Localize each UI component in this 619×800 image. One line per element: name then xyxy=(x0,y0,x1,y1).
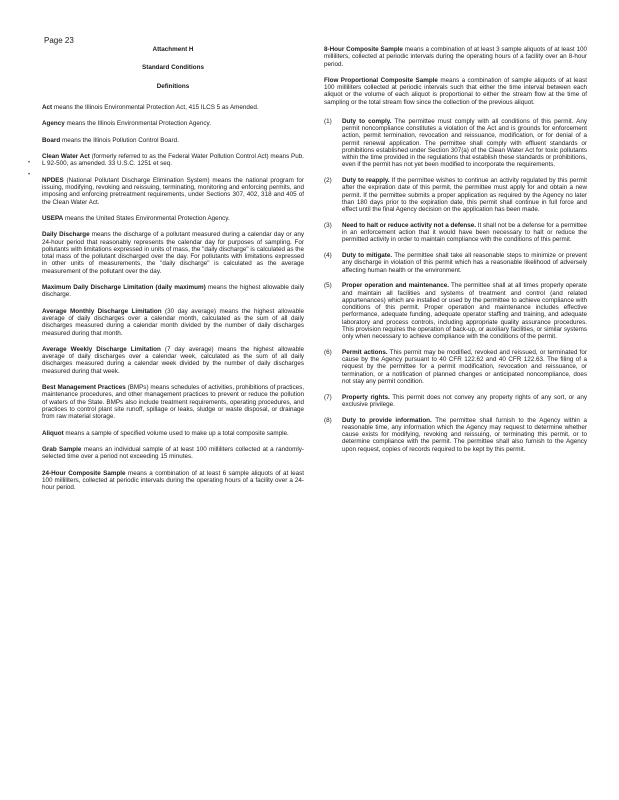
condition-number: (6) xyxy=(324,348,332,356)
scan-mark: • xyxy=(28,160,31,166)
condition-title: Duty to reapply. xyxy=(342,177,390,185)
condition-text: The permittee must comply with all conditions of this permit. Any permit noncompliance constitutes a violation of the Act and is grounds for enforcement action, permit termination, revocation and reissuance, modification, or for denial of a permit renewal application. The permittee shall comply with effluent standards or prohibitions established under Section 307(a) of the Clean Water Act for toxic pollutants within the time provided in the regulations that establish these standards or prohibitions, even if the permit has not yet been modified to incorporate the requirements. xyxy=(342,117,587,169)
definition-text: means the highest allowable daily discharge. xyxy=(42,284,304,299)
definition-item xyxy=(324,46,587,68)
condition-number: (3) xyxy=(324,221,332,229)
definition-text: (BMPs) means schedules of activities, prohibitions of practices, maintenance procedures, and other management practices to prevent or reduce the pollution of waters of the State. BMPs also include treatment requirements, operating procedures, and practices to control plant site runoff, spillage or leaks, sludge or waste disposal, or drainage from raw material storage. xyxy=(42,384,304,421)
definition-item xyxy=(42,231,304,275)
definition-term: Board xyxy=(42,136,61,144)
condition-title: Duty to comply. xyxy=(342,117,392,125)
definition-term: Act xyxy=(42,103,53,111)
definition-term: Average Weekly Discharge Limitation xyxy=(42,345,161,353)
definition-term: Daily Discharge xyxy=(42,231,90,239)
definition-text: means an individual sample of at least 100 milliliters collected at a randomly-selected time over a period not exceeding 15 minutes. xyxy=(42,446,304,461)
definition-term: Flow Proportional Composite Sample xyxy=(324,76,438,84)
condition-item xyxy=(324,252,587,274)
definition-text: (formerly referred to as the Federal Water Pollution Control Act) means Pub. L 92-500, as amended. 33 U.S.C. 1251 et seq. xyxy=(42,153,304,168)
definition-item xyxy=(42,137,304,144)
definition-item xyxy=(42,177,304,206)
definition-term: Grab Sample xyxy=(42,446,82,453)
definition-item xyxy=(42,153,304,168)
condition-text: The permittee shall take all reasonable steps to minimize or prevent any discharge in violation of this permit which has a reasonable likelihood of adversely affecting human health or the environment. xyxy=(342,252,587,274)
definition-text: means a combination of sample aliquots of at least 100 milliliters collected at periodic intervals such that either the time interval between each aliquot or the volume of each aliquot is proportional to either the stream flow at the time of sampling or the total stream flow since the collection of the previous aliquot. xyxy=(324,76,587,106)
definition-text: (7 day average) means the highest allowable average of daily discharges over a calendar week, calculated as the sum of all daily discharges measured during a calendar week divided by the number of daily discharges measured during that week. xyxy=(42,345,304,375)
definition-text: (National Pollutant Discharge Elimination System) means the national program for issuing, modifying, revoking and reissuing, terminating, monitoring and enforcing permits, and imposing and enforcing pretreatment requirements, under Sections 307, 402, 318 and 405 of the Clean Water Act. xyxy=(42,176,304,206)
definition-item xyxy=(42,120,304,127)
attachment-title: Attachment H xyxy=(152,46,194,53)
condition-item xyxy=(324,177,587,213)
scan-mark: • xyxy=(28,172,31,178)
definitions-list xyxy=(42,104,304,492)
condition-title: Duty to mitigate. xyxy=(342,252,393,260)
condition-title: Need to halt or reduce activity not a defense. xyxy=(342,221,477,229)
definition-text: (30 day average) means the highest allowable average of daily discharges over a calendar month, calculated as the sum of all daily discharges measured during a calendar month divided by the number of daily discharges measured during that month. xyxy=(42,307,304,337)
definition-item xyxy=(42,346,304,375)
definition-term: Maximum Daily Discharge Limitation (daily maximum) xyxy=(42,284,206,292)
definition-text: means a combination of at least 3 sample aliquots of at least 100 milliliters, collected at periodic intervals during the operating hours of a facility over an 8-hour period. xyxy=(324,46,587,68)
condition-text: This permit does not convey any property rights of any sort, or any exclusive privilege. xyxy=(342,393,588,408)
condition-title: Proper operation and maintenance. xyxy=(342,282,449,290)
definition-item xyxy=(42,215,304,222)
definition-text: means a sample of specified volume used to make up a total composite sample. xyxy=(63,429,289,437)
condition-number: (2) xyxy=(324,177,332,185)
definition-text: means the Illinois Environmental Protection Act, 415 ILCS 5 as Amended. xyxy=(52,103,259,111)
attachment-subtitle: Standard Conditions xyxy=(142,64,204,72)
condition-item xyxy=(324,222,587,244)
condition-title: Duty to provide information. xyxy=(342,416,432,424)
condition-item xyxy=(324,394,587,409)
condition-number: (4) xyxy=(324,252,332,260)
condition-text: If the permittee wishes to continue an activity regulated by this permit after the expiration date of this permit, the permittee must apply for and obtain a new permit. If the permittee submits a proper application as required by the Agency no later than 180 days prior to the expiration date, this permit shall continue in full force and effect until the final Agency decision on the application has been made. xyxy=(342,177,587,214)
definition-text: means the United States Environmental Protection Agency. xyxy=(63,214,230,222)
definition-term: Clean Water Act xyxy=(42,153,90,161)
definition-item xyxy=(42,104,304,111)
definition-term: 8-Hour Composite Sample xyxy=(324,46,403,53)
definitions-heading: Definitions xyxy=(156,82,190,90)
definition-item xyxy=(42,308,304,337)
definition-term: Best Management Practices xyxy=(42,384,126,392)
condition-item xyxy=(324,282,587,340)
condition-text: It shall not be a defense for a permittee in an enforcement action that it would have been necessary to halt or reduce the permitted activity in order to maintain compliance with the conditions of this permit. xyxy=(342,221,587,244)
definition-text: means a combination of at least 6 sample aliquots of at least 100 milliliters, collected at periodic intervals during the operating hours of a facility over a 24-hour period. xyxy=(42,469,304,492)
definition-item xyxy=(42,446,304,461)
definition-term: 24-Hour Composite Sample xyxy=(42,469,126,477)
condition-title: Permit actions. xyxy=(342,348,388,356)
condition-number: (5) xyxy=(324,282,332,290)
condition-text: This permit may be modified, revoked and reissued, or terminated for cause by the Agency pursuant to 40 CFR 122.62 and 40 CFR 122.63. The filing of a request by the permittee for a permit modification, revocation and reissuance, or termination, or a notification of planned changes or anticipated noncompliance, does not stay any permit condition. xyxy=(342,348,587,385)
definition-item xyxy=(42,384,304,420)
definition-term: Average Monthly Discharge Limitation xyxy=(42,307,162,315)
condition-text: The permittee shall at all times properly operate and maintain all facilities and systems of treatment and control (and related appurtenances) which are installed or used by the permittee to achieve compliance with conditions of this permit. Proper operation and maintenance includes effective performance, adequate funding, adequate operator staffing and training, and adequate laboratory and process controls, including appropriate quality assurance procedures. This provision requires the operation of back-up, or auxiliary facilities, or similar systems only when necessary to achieve compliance with the conditions of the permit. xyxy=(342,282,587,341)
definition-text: means the Illinois Environmental Protection Agency. xyxy=(64,120,211,128)
definition-term: Agency xyxy=(42,120,65,128)
definition-item xyxy=(42,430,304,437)
page-number: Page 23 xyxy=(44,36,74,45)
definition-item xyxy=(324,77,587,106)
condition-title: Property rights. xyxy=(342,393,390,401)
definition-text: means the discharge of a pollutant measured during a calendar day or any 24-hour period that reasonably represents the calendar day for purposes of sampling. For pollutants with limitations expressed in units of mass, the "daily discharge" is calculated as the total mass of the pollutant discharged over the day. For pollutants with limitations expressed in other units of measurements, the "daily discharge" is calculated as the average measurement of the pollutant over the day. xyxy=(42,231,305,275)
right-column xyxy=(324,46,587,461)
definition-term: USEPA xyxy=(42,214,64,222)
left-column xyxy=(42,46,304,501)
condition-item xyxy=(324,417,587,453)
condition-item xyxy=(324,118,587,169)
definition-item xyxy=(42,284,304,299)
condition-number: (1) xyxy=(324,117,332,125)
condition-number: (8) xyxy=(324,416,332,424)
definition-item xyxy=(42,470,304,492)
condition-number: (7) xyxy=(324,393,332,401)
definition-term: NPDES xyxy=(42,176,64,184)
condition-item xyxy=(324,349,587,385)
definition-term: Aliquot xyxy=(42,429,64,437)
condition-text: The permittee shall furnish to the Agency within a reasonable time, any information which the Agency may request to determine whether cause exists for modifying, revoking and reissuing, or terminating this permit, or to determine compliance with the permit. The permittee shall also furnish to the Agency upon request, copies of records required to be kept by this permit. xyxy=(342,416,588,453)
definition-text: means the Illinois Pollution Control Board. xyxy=(60,136,179,144)
